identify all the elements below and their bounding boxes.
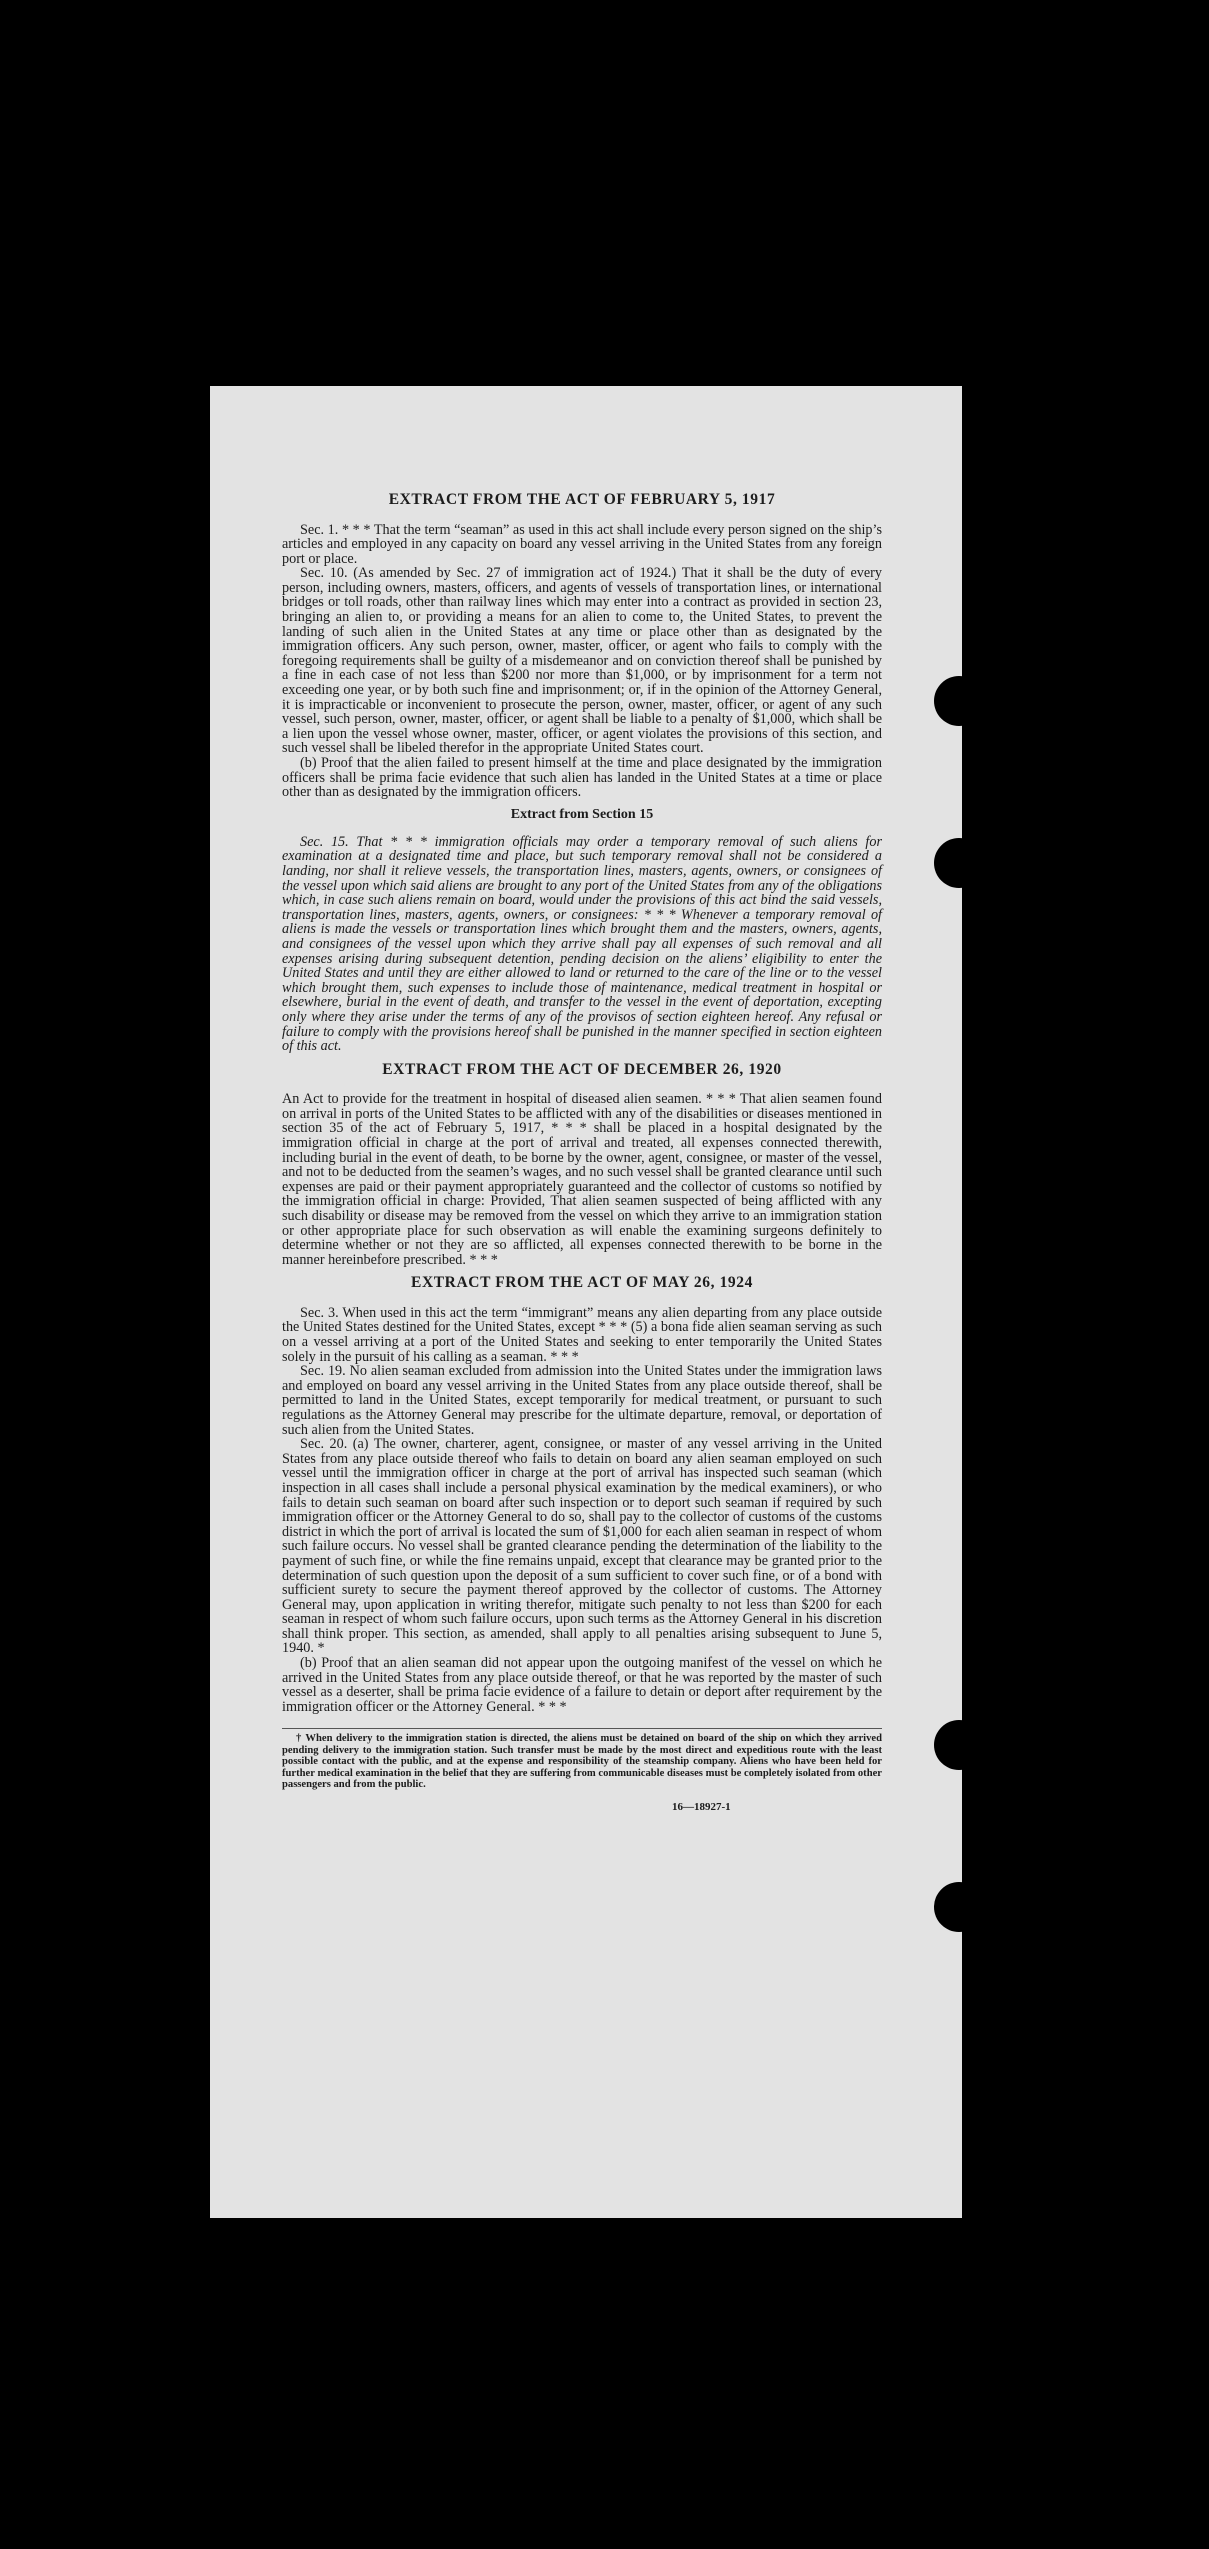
paragraph-1924-sec-3: Sec. 3. When used in this act the term “immigrant” means any alien departing from any place outside the United States destined for the United States, except * * * (5) a bona fide alien seaman serving as such on a vessel arriving at a port of the United States and seeking to enter temporarily the United States solely in the pursuit of his calling as a seaman. * * * [282,1304,882,1365]
punch-hole-4 [934,1882,984,1932]
paragraph-act-1920: An Act to provide for the treatment in hospital of diseased alien seamen. * * * That alien seamen found on arrival in ports of the United States to be afflicted with any of the disabilities or diseases mentioned in section 35 of the act of February 5, 1917, * * * shall be placed in a hospital designated by the immigration official in charge at the port of arrival and treated, all expenses connected therewith, including burial in the event of death, to be borne by the owner, agent, consignee, or master of the vessel, and not to be deducted from the seamen’s wages, and no such vessel shall be granted clearance until such expenses are paid or their payment appropriately guaranteed and the collector of customs so notified by the immigration official in charge: Provided, That alien seamen suspected of being afflicted with any such disability or disease may be removed from the vessel on which they arrive to an immigration station or other appropriate place for such observation as will enable the examining surgeons definitely to determine whether or not they are so afflicted, all expenses connected therewith to be borne in the manner hereinbefore prescribed. * * * [282,1091,882,1268]
paragraph-1924-sec-20: Sec. 20. (a) The owner, charterer, agent, consignee, or master of any vessel arriving in the United States from any place outside thereof who fails to detain on board any alien seaman employed on such vessel until the immigration officer in charge at the port of arrival has inspected such seaman (which inspection in all cases shall include a personal physical examination by the medical examiners), or who fails to detain such seaman on board after such inspection or to deport such seaman if required by such immigration officer or the Attorney General to do so, shall pay to the collector of customs of the customs district in which the port of arrival is located the sum of $1,000 for each alien seaman in respect of whom such failure occurs. No vessel shall be granted clearance pending the determination of the liability to the payment of such fine, or while the fine remains unpaid, except that clearance may be granted prior to the determination of such question upon the deposit of a sum sufficient to cover such fine, or of a bond with sufficient surety to secure the payment thereof approved by the collector of customs. The Attorney General may, upon application in writing therefor, mitigate such penalty to not less than $200 for each seaman in respect of whom such failure occurs, upon such terms as the Attorney General in his discretion shall think proper. This section, as amended, shall apply to all penalties arising subsequent to June 5, 1940. * [282,1436,882,1657]
document-page [210,386,962,2218]
punch-hole-3 [934,1720,984,1770]
heading-act-1924: EXTRACT FROM THE ACT OF MAY 26, 1924 [411,1274,753,1292]
paragraph-sec-15: Sec. 15. That * * * immigration officials may order a temporary removal of such aliens for examination at a designated time and place, but such temporary removal shall not be considered a landing, nor shall it relieve vessels, the transportation lines, masters, agents, owners, or consignees of the vessel upon which said aliens are brought to any port of the United States from any of the obligations which, in case such aliens remain on board, would under the provisions of this act bind the said vessels, transportation lines, masters, agents, owners, or consignees: * * * Whenever a temporary removal of aliens is made the vessels or transportation lines which brought them and the masters, owners, agents, and consignees of the vessel upon which they arrive shall pay all expenses of such removal and all expenses arising during subsequent detention, pending decision on the aliens’ eligibility to enter the United States and until they are either allowed to land or returned to the care of the line or to the vessel which brought them, such expenses to include those of maintenance, medical treatment in hospital or elsewhere, burial in the event of death, and transfer to the vessel in the event of deportation, excepting only where they arise under the terms of any of the provisos of section eighteen hereof. Any refusal or failure to comply with the provisions hereof shall be punished in the manner specified in section eighteen of this act. [282,833,882,1055]
paragraph-1924-sec-19: Sec. 19. No alien seaman excluded from admission into the United States under the immigration laws and employed on board any vessel arriving in the United States from any place outside thereof, shall be permitted to land in the United States, except temporarily for medical treatment, or pursuant to such regulations as the Attorney General may prescribe for the ultimate departure, removal, or deportation of such alien from the United States. [282,1363,882,1438]
form-number: 16—18927-1 [672,1801,731,1814]
punch-hole-1 [934,676,984,726]
paragraph-sec-10: Sec. 10. (As amended by Sec. 27 of immigration act of 1924.) That it shall be the duty of every person, including owners, masters, officers, and agents of vessels of transportation lines, or international bridges or toll roads, other than railway lines which may enter into a contract as provided in section 23, bringing an alien to, or providing a means for an alien to come to, the United States, to prevent the landing of such alien in the United States at any time or place other than as designated by the immigration officers. Any such person, owner, master, officer, or agent who fails to comply with the foregoing requirements shall be guilty of a misdemeanor and on conviction thereof shall be punished by a fine in each case of not less than $200 nor more than $1,000, or by imprisonment for a term not exceeding one year, or by both such fine and imprisonment; or, if in the opinion of the Attorney General, it is impracticable or inconvenient to prosecute the person, owner, master, officer, or agent of any such vessel, such person, owner, master, officer, or agent shall be liable to a penalty of $1,000, which shall be a lien upon the vessel whose owner, master, officer, or agent violates the provisions of this section, and such vessel shall be libeled therefor in the appropriate United States court. [282,565,882,757]
heading-act-1917: EXTRACT FROM THE ACT OF FEBRUARY 5, 1917 [388,491,776,508]
punch-hole-2 [934,838,984,888]
footnote: † When delivery to the immigration station is directed, the aliens must be detained on board of the ship on which they arrived pending delivery to the immigration station. Such transfer must be made by the most direct and expeditious route with the least possible contact with the public, and at the expense and responsibility of the steamship company. Aliens who have been held for further medical examination in the belief that they are suffering from communicable diseases must be completely isolated from other passengers and from the public. [282,1728,882,1790]
paragraph-1924-sec-20b: (b) Proof that an alien seaman did not appear upon the outgoing manifest of the vessel on which he arrived in the United States from any place outside thereof, or that he was reported by the master of such vessel as a deserter, shall be prima facie evidence of a failure to detain or deport after requirement by the immigration officer or the Attorney General. * * * [282,1655,882,1715]
paragraph-sec-10b: (b) Proof that the alien failed to present himself at the time and place designated by the immigration officers shall be prima facie evidence that such alien has landed in the United States at a time or place other than as designated by the immigration officers. [282,755,882,801]
heading-act-1920: EXTRACT FROM THE ACT OF DECEMBER 26, 1920 [382,1060,782,1078]
paragraph-sec-1: Sec. 1. * * * That the term “seaman” as used in this act shall include every person signed on the ship’s articles and employed in any capacity on board any vessel arriving in the United States from any foreign port or place. [282,521,882,567]
subheading-section-15: Extract from Section 15 [510,806,654,822]
